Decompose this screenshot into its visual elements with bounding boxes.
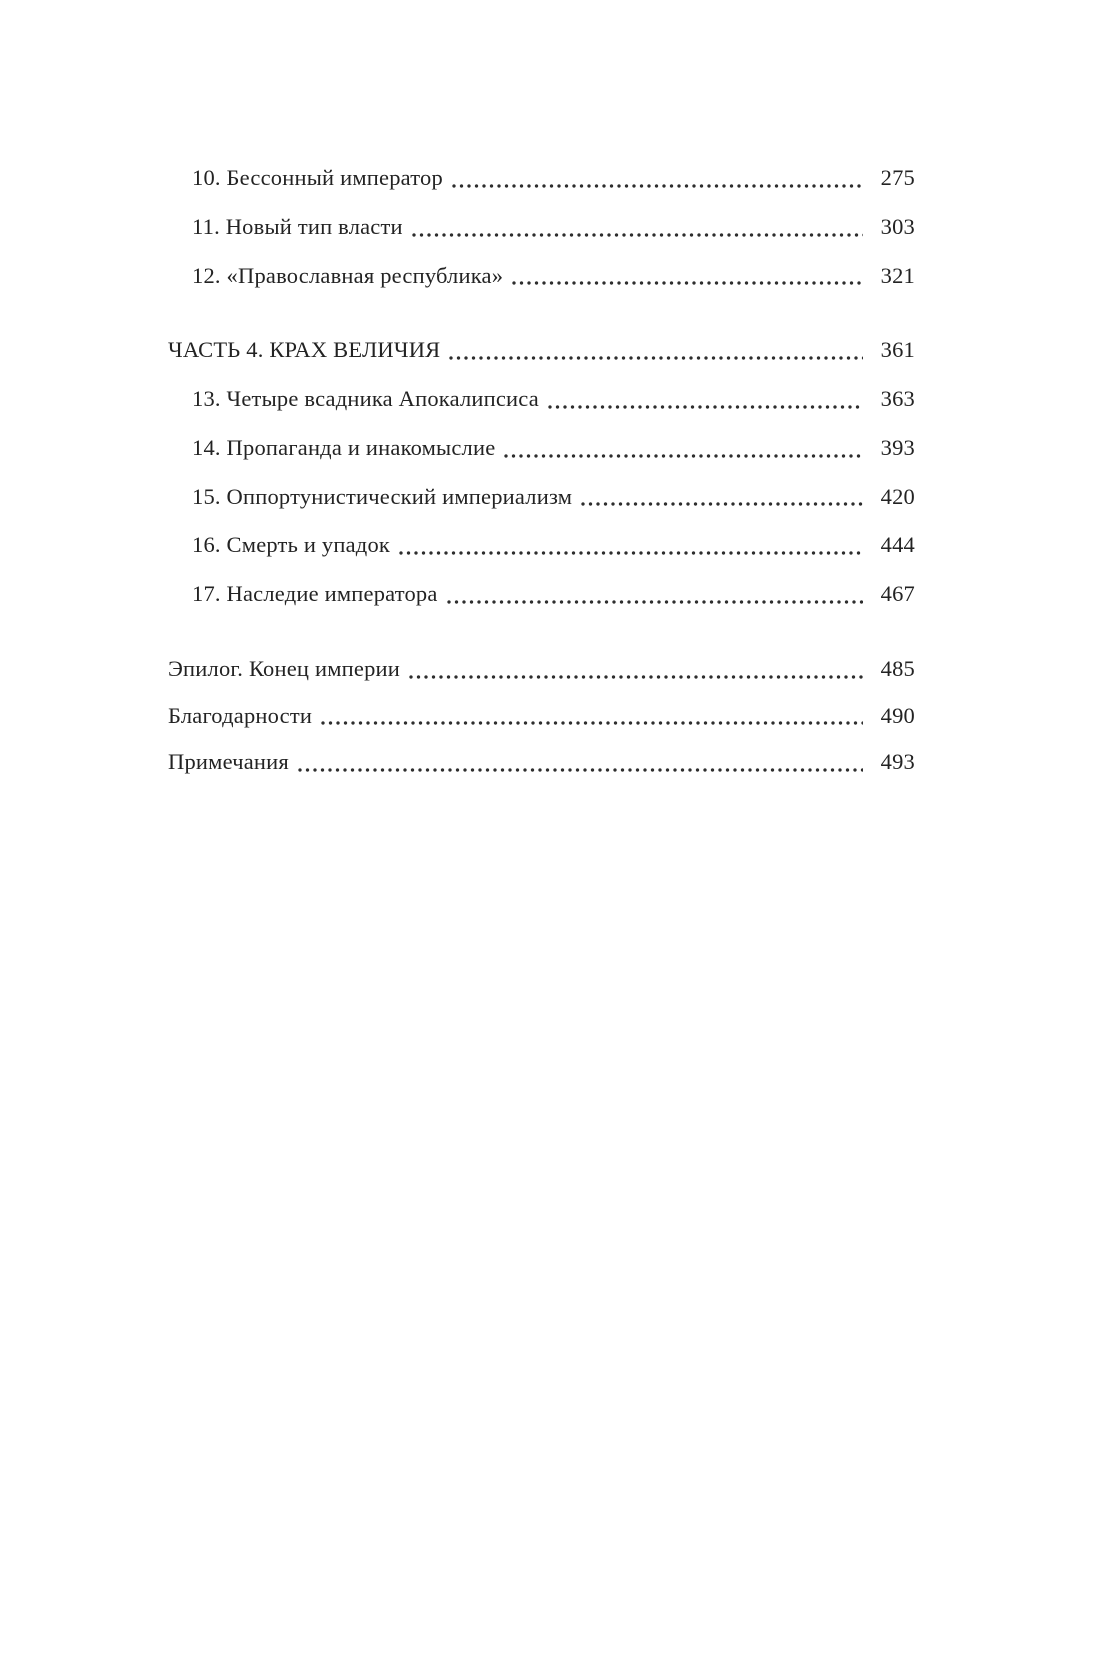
dot-leader [449, 345, 863, 363]
toc-entry-label: 14. Пропаганда и инакомыслие [192, 434, 496, 460]
toc-entry [168, 436, 915, 461]
dot-leader [409, 664, 863, 682]
toc-entry-page: 321 [880, 262, 915, 288]
toc-entry-label: 12. «Православная республика» [192, 262, 504, 288]
dot-leader [512, 270, 863, 288]
toc-entry-label: 11. Новый тип власти [192, 213, 403, 239]
toc-entry [168, 704, 915, 729]
toc-entry [168, 215, 915, 240]
toc-entry-page: 393 [880, 434, 915, 460]
toc-entry-page: 303 [880, 213, 915, 239]
dot-leader [581, 491, 863, 509]
toc-entry-page: 467 [880, 581, 915, 606]
toc-part-heading [168, 338, 915, 363]
toc-entry-page: 363 [880, 386, 915, 411]
toc-entry-label: 10. Бессонный император [192, 165, 443, 190]
table-of-contents [168, 166, 915, 775]
toc-entry-page: 275 [880, 165, 915, 190]
toc-entry-page: 493 [880, 749, 915, 775]
dot-leader [504, 443, 863, 461]
dot-leader [298, 757, 863, 775]
toc-entry-label: ЧАСТЬ 4. КРАХ ВЕЛИЧИЯ [168, 337, 441, 363]
toc-entry-label: 13. Четыре всадника Апокалипсиса [192, 386, 539, 411]
toc-entry-label: Благодарности [168, 702, 313, 728]
dot-leader [412, 222, 863, 240]
toc-entry-page: 361 [880, 337, 915, 363]
toc-entry-label: 16. Смерть и упадок [192, 532, 391, 558]
dot-leader [452, 173, 863, 191]
toc-entry [168, 387, 915, 412]
toc-entry-label: 17. Наследие императора [192, 581, 438, 606]
toc-entry-page: 420 [880, 483, 915, 509]
dot-leader [321, 710, 863, 728]
toc-entry [168, 166, 915, 191]
toc-entry-page: 490 [880, 702, 915, 728]
toc-entry [168, 485, 915, 510]
dot-leader [548, 394, 863, 412]
toc-entry-label: Эпилог. Конец империи [168, 655, 401, 681]
dot-leader [447, 589, 863, 607]
toc-entry [168, 657, 915, 682]
toc-entry-label: 15. Оппортунистический империализм [192, 483, 573, 509]
toc-entry-page: 444 [880, 532, 915, 558]
toc-entry [168, 533, 915, 558]
toc-entry [168, 264, 915, 289]
toc-entry [168, 582, 915, 607]
toc-entry [168, 750, 915, 775]
dot-leader [399, 540, 863, 558]
toc-entry-label: Примечания [168, 749, 289, 775]
toc-entry-page: 485 [880, 655, 915, 681]
